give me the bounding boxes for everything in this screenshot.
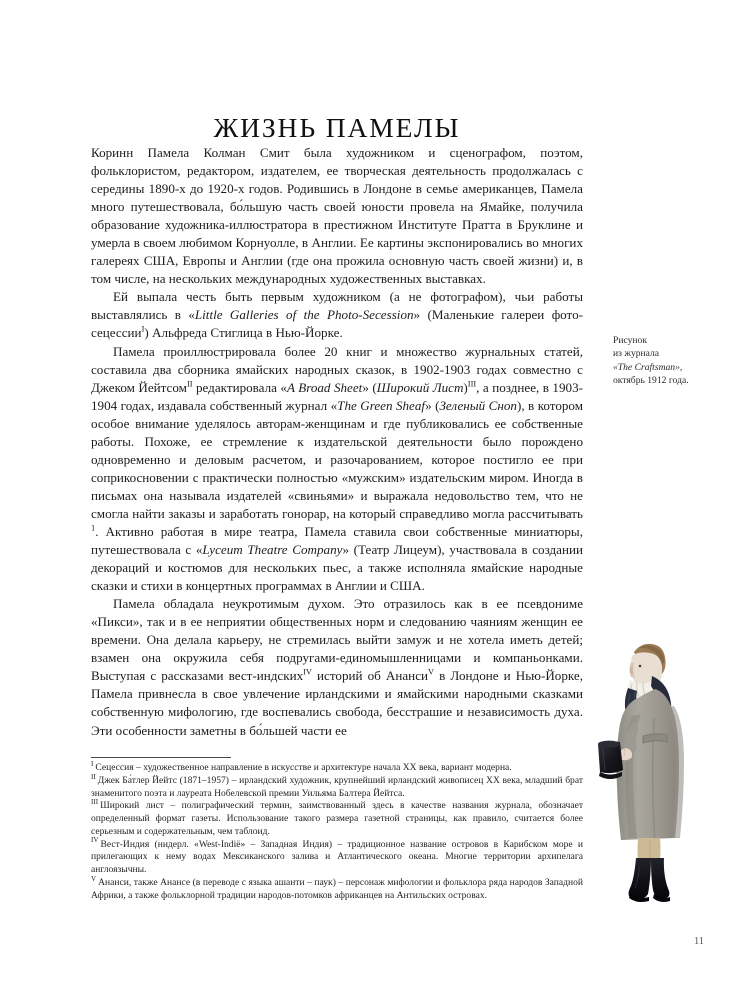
footnote-reference: IV (303, 668, 312, 677)
footnote-marker: I (91, 759, 94, 768)
text-run: » (Маленькие галереи фото-сецессии (91, 307, 584, 341)
page-number: 11 (694, 936, 705, 947)
footnote-reference: 1 (91, 523, 96, 533)
footnotes-block (91, 757, 583, 902)
body-paragraph (91, 343, 583, 596)
footnote-item (91, 772, 583, 801)
caption-journal-title: «The Craftsman» (613, 361, 680, 373)
italic-title-run: Lyceum Theatre Company (202, 542, 343, 558)
footnote-text: Широкий лист – полиграфический термин, заимствованный здесь в качестве названия журнала, обозначает определенный формат газеты. Использование такого размера газетной страницы, как правило, считается более серьезным и содержательным, чем таблоид. (91, 800, 583, 837)
footnote-item (91, 759, 583, 775)
text-run: историй об Ананси (311, 668, 429, 684)
boot-front (651, 858, 669, 899)
italic-title-run: Little Galleries of the Photo-Secession (194, 307, 414, 323)
caption-line-1: Рисунок (613, 335, 647, 346)
italic-title-run: Широкий Лист (376, 379, 464, 395)
main-text-column (91, 144, 583, 740)
footnote-reference: V (428, 668, 435, 677)
text-run: , а позднее, в 1903-1904 годах, издавала собственный журнал « (91, 379, 583, 413)
footnote-marker: IV (91, 836, 99, 845)
footnote-marker: II (91, 772, 96, 781)
caption-line-2: из журнала (613, 348, 660, 360)
top-hat-brim (598, 741, 620, 748)
body-paragraph (91, 144, 583, 288)
text-run: » ( (362, 379, 377, 395)
footnote-item (91, 874, 583, 903)
caption-line-3 (613, 361, 733, 374)
footnote-marker: III (91, 798, 99, 807)
footnote-text: Джек Ба́тлер Йейтс (1871–1957) – ирландский художник, крупнейший ирландский живописец XX века, младший брат знаменитого поэта и лауреата Нобелевской премии Уильяма Балтера Йейтса. (91, 774, 583, 799)
body-paragraph (91, 288, 583, 342)
footnote-reference: III (467, 379, 477, 389)
text-run: Ей выпала честь быть первым художником (а не фотографом), чьи работы выставлялись в « (91, 289, 583, 323)
footnote-list (91, 759, 583, 902)
italic-title-run: Зеленый Сноп (439, 397, 517, 413)
footnote-item (91, 800, 583, 838)
illustration-man-in-overcoat-with-top-hat (594, 636, 744, 936)
body-paragraph (91, 595, 583, 739)
footnote-item (91, 836, 583, 877)
page-title: ЖИЗНЬ ПАМЕЛЫ (213, 112, 461, 144)
footnote-marker: V (91, 874, 97, 883)
text-run: Коринн Памела Колман Смит была художником и сценографом, поэтом, фольклористом, редактором, издателем, ее творческая деятельность продолжалась с середины 1890-х до 1920-х годов. Родившись в Лондоне в семье американцев, Памела много путешествовала, бо́льшую часть своей юности провела на Ямайке, получила образование художника-иллюстратора в престижном Институте Пратта в Бруклине и умерла в своем любимом Корнуолле, в Англии. Ее картины экспонировались во многих галереях США, Европы и Англии (где она прожила основную часть своей жизни) и, в том числе, на нескольких международных художественных выставках. (91, 145, 583, 287)
boot-back (629, 858, 651, 899)
text-run: в Лондоне и Нью-Йорке, Памела привнесла в свое увлечение ирландскими и ямайскими народными сказками собственную мифологию, где воспевались свобода, бесстрашие и независимость духа. Эти особенности заметны в бо́льшей части ее (91, 668, 583, 738)
illustration-svg (594, 636, 744, 936)
footnote-text: Ананси, также Анансе (в переводе с языка ашанти – паук) – персонаж мифологии и фольклора ряда народов Западной Африки, а также фольклорной традиции народов-потомков африканцев на Антильских островах. (91, 876, 583, 901)
figure-caption (613, 334, 733, 388)
caption-line-3-tail: , (679, 361, 683, 373)
footnote-reference: I (141, 325, 145, 335)
text-run: ) Альфреда Стиглица в Нью-Йорке. (144, 325, 343, 341)
text-run: Памела обладала неукротимым духом. Это отразилось как в ее псевдониме «Пикси», так и в ее неприятии общественных норм и следованию чаяниям женщин ее времени. Она делала карьеру, не стремилась выйти замуж и не хотела иметь детей; взамен она окружила себя подругами-единомышленницами и компаньонками. Выступая с рассказами вест-индских (91, 596, 583, 684)
text-run: » ( (425, 397, 440, 413)
footnote-separator-rule (91, 757, 231, 758)
caption-line-4: октябрь 1912 года. (613, 375, 689, 387)
text-run: » (Театр Лицеум), участвовала в создании декораций и костюмов для нескольких пьес, а также исполняла ямайские народные сказки и стихи в концертных программах в Англии и США. (91, 542, 584, 594)
footnote-text: Сецессия – художественное направление в искусстве и архитектуре начала XX века, вариант модерна. (95, 762, 512, 773)
italic-title-run: The Green Sheaf (337, 397, 426, 413)
footnote-text: Вест-Индия (нидерл. «West-Indië» – Западная Индия) – традиционное название островов в Карибском море и прилегающих к нему водах Мексиканского залива и Атлантического океана. Многие территории архипелага англоязычны. (91, 838, 583, 875)
text-run: ) (463, 379, 468, 395)
italic-title-run: A Broad Sheet (286, 379, 363, 395)
eye-shape (639, 665, 642, 668)
text-run: ), в котором особое внимание уделялось авторам-женщинам и где публиковались ее собственные работы. Похоже, ее стремление к издательской деятельности было порождено одновременно и деловым расчетом, и разочарованием, которое постигло ее при соприкосновении с практически полностью «мужским» издательским миром. Иногда в письмах она называла издателей «свиньями» и выражала недовольство тем, что не смогла найти заказы и заработать гонорар, на который справедливо могла рассчитывать (91, 397, 583, 521)
footnote-reference: II (186, 379, 193, 389)
text-run: Памела проиллюстрировала более 20 книг и множество журнальных статей, составила два сборника ямайских народных сказок, в 1902-1903 годах совместно с Джеком Йейтсом (91, 343, 583, 395)
text-run: . Активно работая в мире театра, Памела ставила свои собственные миниатюры, путешествовала с « (91, 523, 583, 558)
text-run: редактировала « (192, 379, 287, 395)
